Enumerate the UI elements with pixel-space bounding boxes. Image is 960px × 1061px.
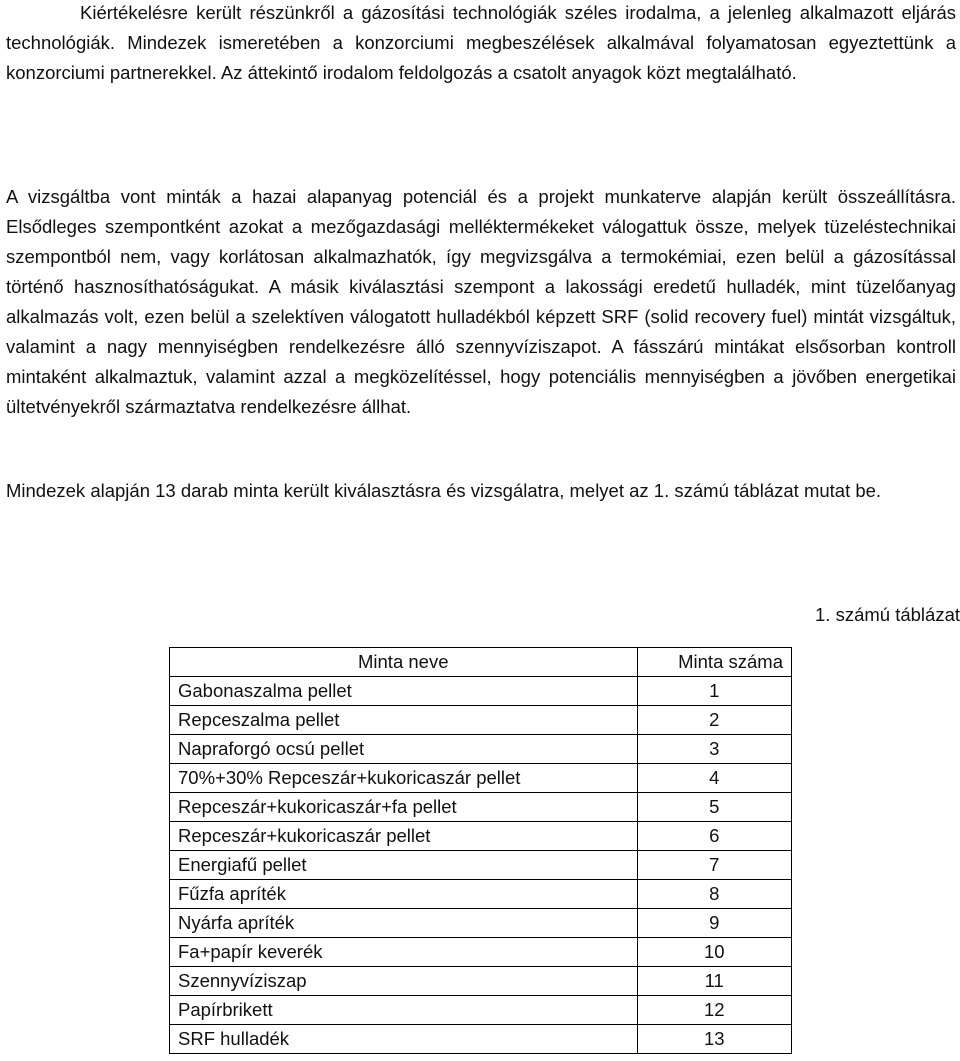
sample-number: 6 — [637, 822, 791, 851]
sample-number: 13 — [637, 1025, 791, 1054]
table-row — [170, 996, 792, 1025]
table-row — [170, 735, 792, 764]
table-row — [170, 909, 792, 938]
sample-name: Repceszár+kukoricaszár pellet — [170, 822, 638, 851]
sample-number: 9 — [637, 909, 791, 938]
sample-name: Napraforgó ocsú pellet — [170, 735, 638, 764]
sample-name: Nyárfa apríték — [170, 909, 638, 938]
sample-name: Fa+papír keverék — [170, 938, 638, 967]
sample-number: 12 — [637, 996, 791, 1025]
sample-name: Repceszár+kukoricaszár+fa pellet — [170, 793, 638, 822]
table-row — [170, 938, 792, 967]
sample-name: Papírbrikett — [170, 996, 638, 1025]
paragraph-sample-count: Mindezek alapján 13 darab minta került kiválasztásra és vizsgálatra, melyet az 1. számú táblázat mutat be. — [6, 480, 882, 501]
table-row — [170, 967, 792, 996]
sample-number: 2 — [637, 706, 791, 735]
sample-name: Energiafű pellet — [170, 851, 638, 880]
table-row — [170, 677, 792, 706]
sample-number: 5 — [637, 793, 791, 822]
sample-name: Gabonaszalma pellet — [170, 677, 638, 706]
sample-number: 7 — [637, 851, 791, 880]
table-row — [170, 793, 792, 822]
paragraph-literature-review: Kiértékelésre került részünkről a gázosítási technológiák széles irodalma, a jelenleg alkalmazott eljárás technológiák. Mindezek ismeretében a konzorciumi megbeszélések alkalmával folyamatosan egyeztettünk a konzorciumi partnerekkel. Az áttekintő irodalom feldolgozás a csatolt anyagok közt megtalálható. — [6, 2, 956, 83]
sample-name: Repceszalma pellet — [170, 706, 638, 735]
sample-number: 4 — [637, 764, 791, 793]
header-sample-name: Minta neve — [170, 648, 638, 677]
sample-name: Szennyvíziszap — [170, 967, 638, 996]
table-row — [170, 851, 792, 880]
sample-number: 1 — [637, 677, 791, 706]
sample-number: 10 — [637, 938, 791, 967]
header-sample-number: Minta száma — [637, 648, 791, 677]
table-caption: 1. számú táblázat — [815, 604, 960, 625]
table-row — [170, 1025, 792, 1054]
table-row — [170, 706, 792, 735]
table-row — [170, 880, 792, 909]
table-row — [170, 822, 792, 851]
sample-number: 3 — [637, 735, 791, 764]
sample-number: 11 — [637, 967, 791, 996]
samples-table — [169, 647, 792, 1054]
table-row — [170, 764, 792, 793]
sample-name: 70%+30% Repceszár+kukoricaszár pellet — [170, 764, 638, 793]
paragraph-sample-selection: A vizsgáltba vont minták a hazai alapanyag potenciál és a projekt munkaterve alapján került összeállításra. Elsődleges szempontként azokat a mezőgazdasági melléktermékeket válogattuk össze, melyek tüzeléstechnikai szempontból nem, vagy korlátosan alkalmazhatók, így megvizsgálva a termokémiai, ezen belül a gázosítással történő hasznosíthatóságukat. A másik kiválasztási szempont a lakossági eredetű hulladék, mint tüzelőanyag alkalmazás volt, ezen belül a szelektíven válogatott hulladékból képzett SRF (solid recovery fuel) mintát vizsgáltuk, valamint a nagy mennyiségben rendelkezésre álló szennyvíziszapot. A fásszárú mintákat elsősorban kontroll mintaként alkalmaztuk, valamint azzal a megközelítéssel, hogy potenciális mennyiségben a jövőben energetikai ültetvényekről származtatva rendelkezésre állhat. — [6, 186, 956, 417]
sample-name: SRF hulladék — [170, 1025, 638, 1054]
table-header-row — [170, 648, 792, 677]
sample-name: Fűzfa apríték — [170, 880, 638, 909]
sample-number: 8 — [637, 880, 791, 909]
